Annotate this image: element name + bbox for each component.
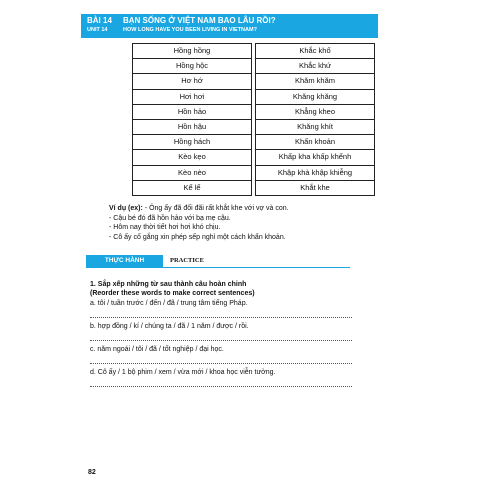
answer-line[interactable] xyxy=(90,331,352,341)
example-line: - Ông ấy đã đối đãi rất khắt khe với vợ và con. xyxy=(144,205,289,212)
examples-label: Ví dụ (ex): xyxy=(109,205,143,212)
word-row xyxy=(133,180,375,195)
page-number: 82 xyxy=(88,469,96,476)
word-cell-left: Hơi hơi xyxy=(133,89,252,104)
word-cell-left: Hơ hớ xyxy=(133,74,252,89)
word-cell-left: Hồng hách xyxy=(133,135,252,150)
word-cell-right: Khăng khăng xyxy=(256,89,375,104)
example-line: - Cậu bé đó đã hồn hảo với bạ mẹ cậu. xyxy=(109,214,231,222)
word-cell-left: Kèo nèo xyxy=(133,165,252,180)
word-cell-left: Hồn hậu xyxy=(133,119,252,134)
word-cell-right: Khắc khứ xyxy=(256,59,375,74)
word-cell-right: Khẳng kheo xyxy=(256,104,375,119)
lesson-header xyxy=(81,14,378,38)
exercise-item: c. năm ngoái / tôi / đã / tốt nghiệp / đại học. xyxy=(90,346,224,353)
unit-title: HOW LONG HAVE YOU BEEN LIVING IN VIETNAM? xyxy=(123,27,257,33)
exercise-item: a. tôi / tuần trước / đến / đã / trung tâm tiếng Pháp. xyxy=(90,300,248,307)
example-line: - Hôm nay thời tiết hơi hơi khó chịu. xyxy=(109,224,221,231)
word-cell-right: Khắt khe xyxy=(256,180,375,195)
word-cell-right: Khăm khăm xyxy=(256,74,375,89)
unit-number: UNIT 14 xyxy=(87,27,108,33)
practice-bar xyxy=(86,255,350,268)
answer-line[interactable] xyxy=(90,354,352,364)
word-row xyxy=(133,150,375,165)
example-line: - Cô ấy cố gắng xin phép sếp nghỉ một cách khẩn khoản. xyxy=(109,233,286,241)
word-row xyxy=(133,89,375,104)
unit-title-line xyxy=(87,27,257,33)
word-cell-right: Khấp kha khấp khểnh xyxy=(256,150,375,165)
word-cell-right: Khăng khít xyxy=(256,119,375,134)
word-row xyxy=(133,135,375,150)
exercise-item: d. Cô ấy / 1 bộ phim / xem / vừa mới / khoa học viễn tưởng. xyxy=(90,369,276,376)
word-row xyxy=(133,74,375,89)
exercise-title-en: (Reorder these words to make correct sentences) xyxy=(90,290,255,297)
word-cell-right: Khắc khổ xyxy=(256,44,375,59)
word-cell-left: Hồng hộc xyxy=(133,59,252,74)
word-cell-left: Hồn hảo xyxy=(133,104,252,119)
word-row xyxy=(133,119,375,134)
lesson-title: BẠN SỐNG Ở VIỆT NAM BAO LÂU RỒI? xyxy=(123,16,276,25)
word-cell-right: Khẩn khoản xyxy=(256,135,375,150)
exercise-1 xyxy=(90,280,352,391)
word-cell-left: Hồng hồng xyxy=(133,44,252,59)
answer-line[interactable] xyxy=(90,377,352,387)
examples-section xyxy=(109,204,289,242)
word-cell-left: Kèo kẹo xyxy=(133,150,252,165)
word-row xyxy=(133,44,375,59)
word-row xyxy=(133,59,375,74)
word-cell-left: Kể lể xyxy=(133,180,252,195)
word-table xyxy=(132,43,375,196)
practice-tab-vi: THỰC HÀNH xyxy=(86,255,163,267)
lesson-number: BÀI 14 xyxy=(87,16,112,25)
answer-line[interactable] xyxy=(90,308,352,318)
word-row xyxy=(133,104,375,119)
word-cell-right: Khập khà khập khiễng xyxy=(256,165,375,180)
exercise-title-vi: 1. Sắp xếp những từ sau thành câu hoàn chỉnh xyxy=(90,281,247,288)
lesson-title-line xyxy=(87,16,276,25)
practice-label-en: PRACTICE xyxy=(170,257,204,264)
exercise-item: b. hợp đồng / kí / chúng ta / đã / 1 năm / được / rồi. xyxy=(90,323,249,330)
word-row xyxy=(133,165,375,180)
